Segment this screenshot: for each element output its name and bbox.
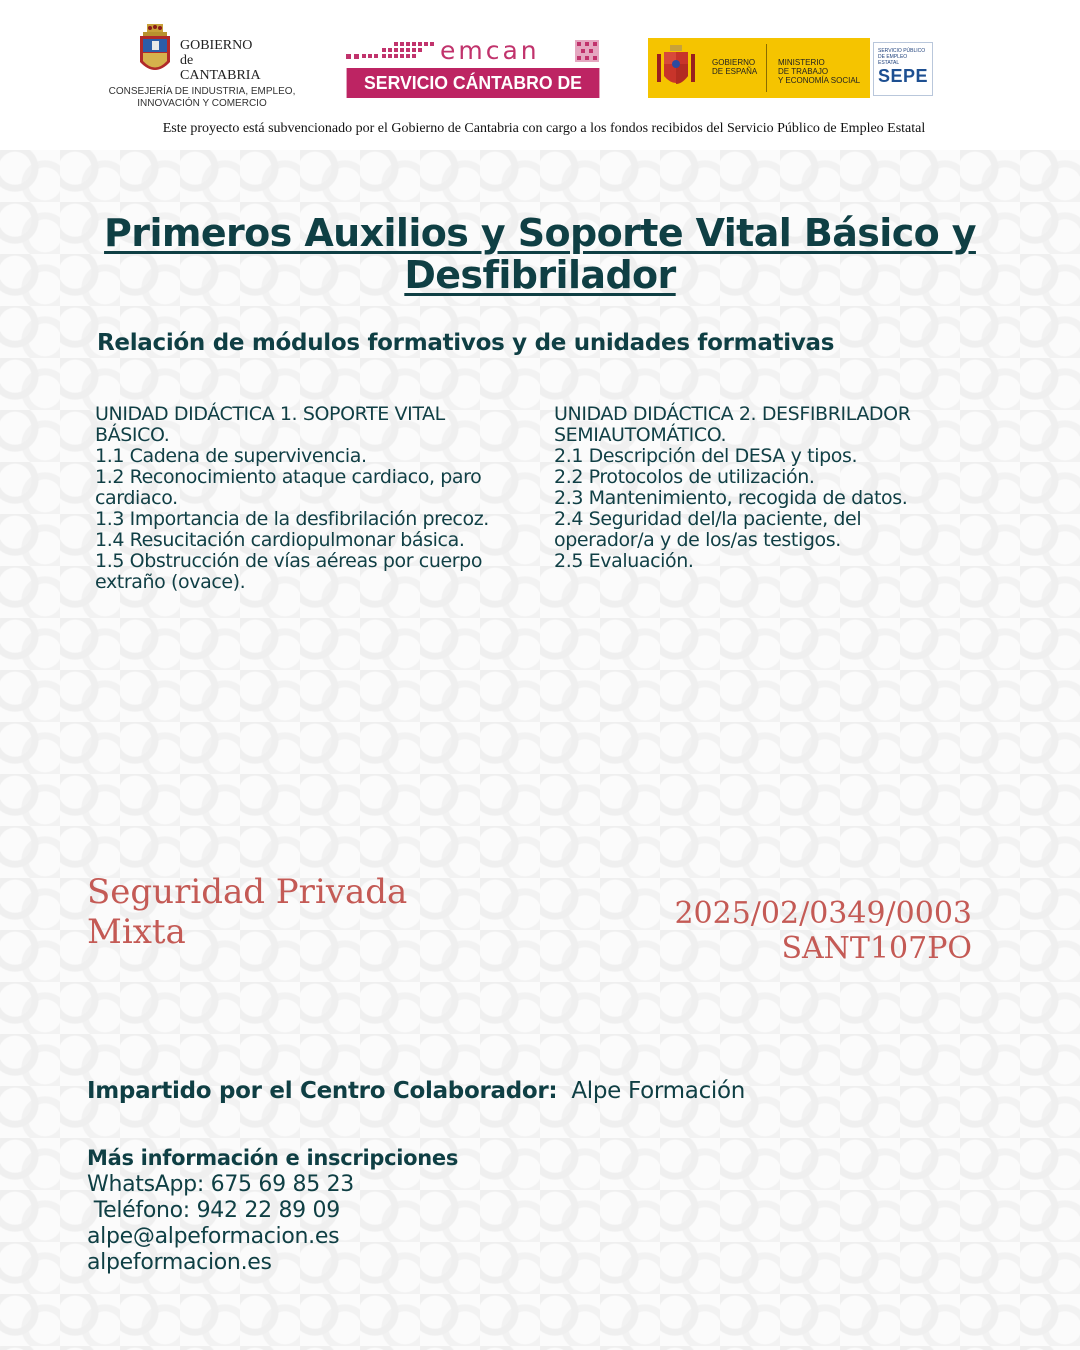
unit-line: 2.2 Protocolos de utilización. <box>554 466 815 488</box>
provider-name: Alpe Formación <box>571 1078 746 1104</box>
emcan-dots-icon <box>346 40 434 62</box>
unit-line: extraño (ovace). <box>95 571 246 593</box>
unit-2-list <box>554 404 994 572</box>
unit-line: 2.3 Mantenimiento, recogida de datos. <box>554 487 908 509</box>
unit-line: 1.1 Cadena de supervivencia. <box>95 445 367 467</box>
course-code <box>674 896 972 966</box>
unit-line: UNIDAD DIDÁCTICA 2. DESFIBRILADOR <box>554 403 911 425</box>
course-code-id: SANT107PO <box>781 931 972 966</box>
sepe-acronym: SEPE <box>878 66 929 86</box>
emcan-wordmark: emcan <box>440 36 540 65</box>
contact-list <box>87 1172 354 1276</box>
ministerio-text: MINISTERIO DE TRABAJO Y ECONOMÍA SOCIAL <box>778 58 861 85</box>
gobierno-espana-text: GOBIERNO DE ESPAÑA <box>712 58 758 76</box>
emcan-logo <box>344 36 602 123</box>
course-area-line: Seguridad Privada <box>87 872 408 912</box>
spain-coat-of-arms-icon <box>656 44 696 92</box>
unit-line: 1.3 Importancia de la desfibrilación precoz. <box>95 508 489 530</box>
unit-line: 2.1 Descripción del DESA y tipos. <box>554 445 858 467</box>
subsidy-note: Este proyecto está subvencionado por el Gobierno de Cantabria con cargo a los fondos recibidos del Servicio Público de Empleo Estatal <box>162 121 926 136</box>
cantabria-crest-icon <box>137 24 173 78</box>
unit-line: 1.2 Reconocimiento ataque cardiaco, paro <box>95 466 482 488</box>
emcan-grid-icon <box>575 40 599 62</box>
unit-line: 2.5 Evaluación. <box>554 550 694 572</box>
section-subtitle: Relación de módulos formativos y de unidades formativas <box>97 330 835 356</box>
unit-line: UNIDAD DIDÁCTICA 1. SOPORTE VITAL <box>95 403 445 425</box>
unit-line: cardiaco. <box>95 487 178 509</box>
gobierno-cantabria-logo <box>104 18 300 114</box>
course-file-number: 2025/02/0349/0003 <box>674 896 972 931</box>
course-area <box>87 872 407 952</box>
unit-line: 1.4 Resucitación cardiopulmonar básica. <box>95 529 465 551</box>
contact-website: alpeformacion.es <box>87 1250 272 1275</box>
unit-line: operador/a y de los/as testigos. <box>554 529 841 551</box>
contact-whatsapp: WhatsApp: 675 69 85 23 <box>87 1172 355 1197</box>
provider-line <box>87 1078 745 1104</box>
unit-line: 1.5 Obstrucción de vías aéreas por cuerpo <box>95 550 483 572</box>
unit-1-list <box>95 404 535 593</box>
unit-line: 2.4 Seguridad del/la paciente, del <box>554 508 862 530</box>
contact-phone: Teléfono: 942 22 89 09 <box>87 1198 340 1223</box>
sepe-logo <box>873 42 933 96</box>
sepe-full-name: SERVICIO PÚBLICO DE EMPLEO ESTATAL <box>878 48 926 66</box>
unit-line: BÁSICO. <box>95 424 170 446</box>
contact-email: alpe@alpeformacion.es <box>87 1224 340 1249</box>
cantabria-department: CONSEJERÍA DE INDUSTRIA, EMPLEO, INNOVACIÓN Y COMERCIO <box>108 86 296 109</box>
cantabria-name: GOBIERNO de CANTABRIA <box>180 38 261 83</box>
unit-line: SEMIAUTOMÁTICO. <box>554 424 727 446</box>
logo-divider <box>766 44 767 92</box>
emcan-band: SERVICIO CÁNTABRO DE EMPLEO <box>347 68 600 98</box>
course-modality: Mixta <box>87 912 186 952</box>
gobierno-espana-logo <box>648 38 870 98</box>
info-heading: Más información e inscripciones <box>87 1146 459 1170</box>
provider-label: Impartido por el Centro Colaborador: <box>87 1078 558 1104</box>
course-title: Primeros Auxilios y Soporte Vital Básico y Desfibrilador <box>104 211 976 297</box>
